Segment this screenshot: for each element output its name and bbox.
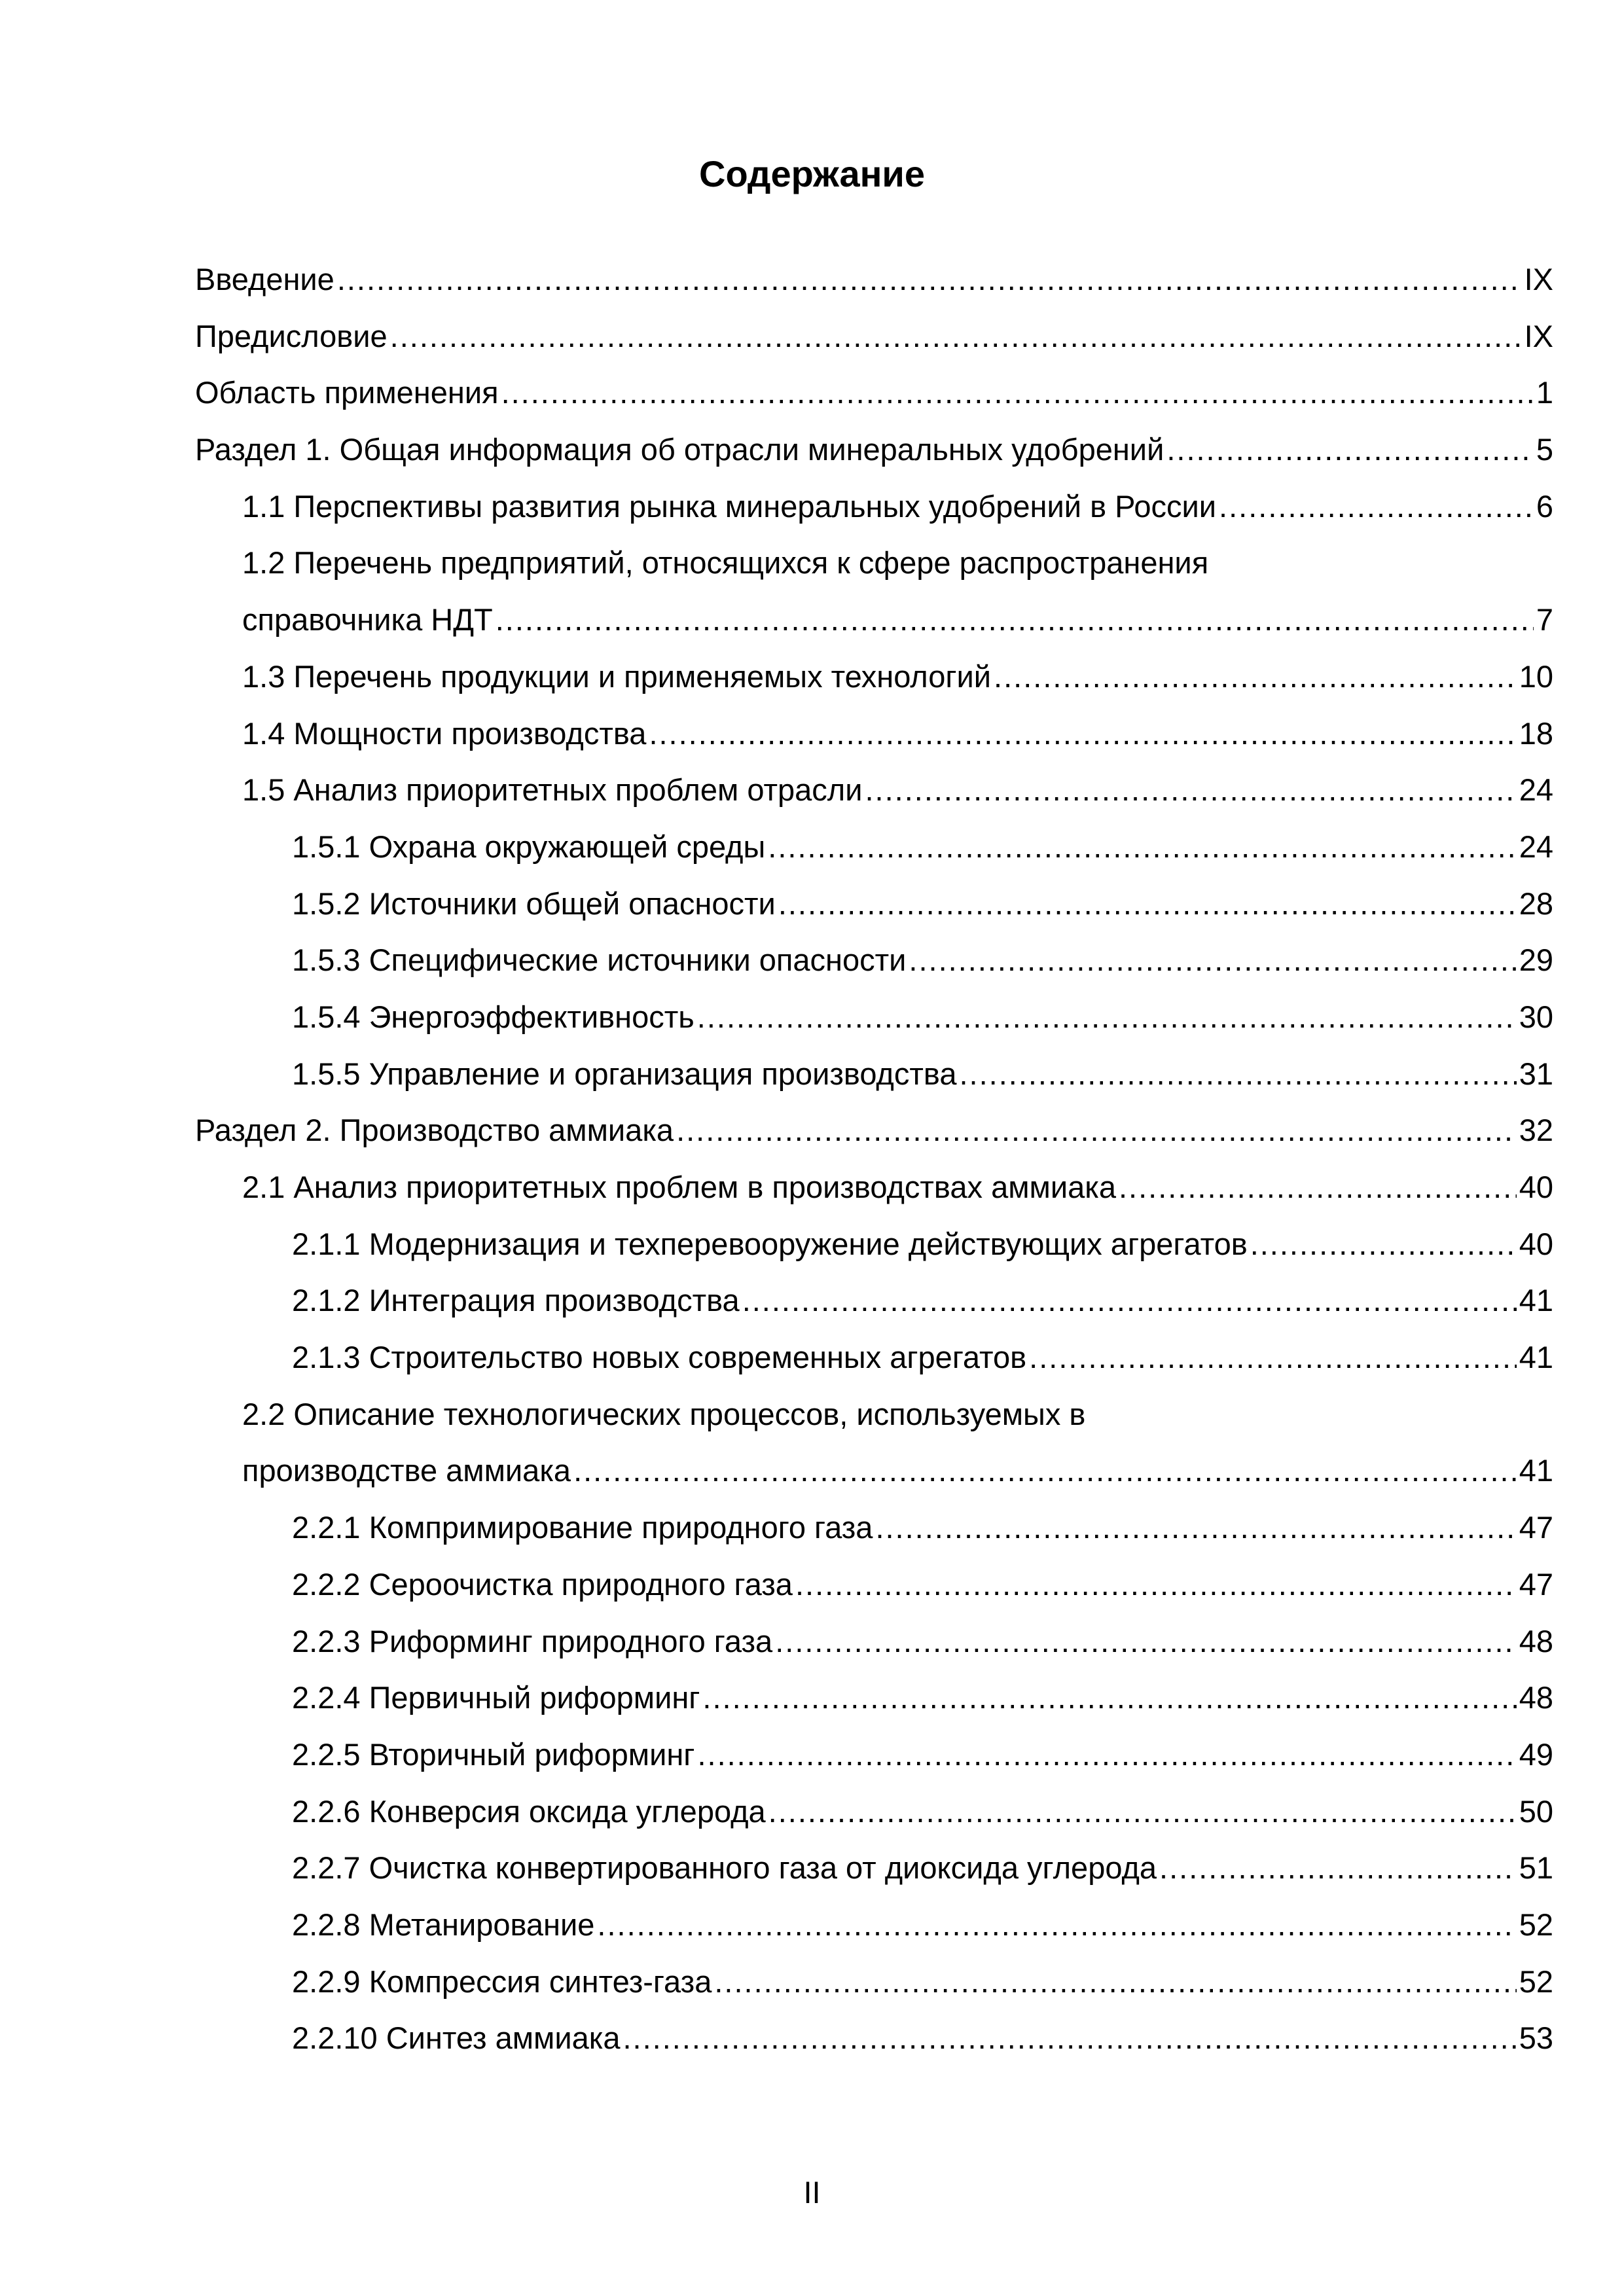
toc-entry-text: 2.2.8 Метанирование (292, 1897, 597, 1954)
toc-dot-leader (875, 1499, 1516, 1556)
toc-entry-page: 50 (1519, 1793, 1553, 1829)
toc-entry-text: 2.2.4 Первичный риформинг (292, 1670, 702, 1727)
toc-entry-page: 53 (1519, 2020, 1553, 2056)
toc-entry[interactable] (195, 706, 1553, 762)
toc-entry[interactable] (195, 1102, 1553, 1159)
toc-entry-page: 41 (1519, 1453, 1553, 1488)
toc-dot-leader (337, 251, 1522, 308)
toc-entry-page: 41 (1519, 1340, 1553, 1375)
table-of-contents (195, 251, 1553, 2067)
toc-entry-text: 1.2 Перечень предприятий, относящихся к сфере распространения (242, 545, 1209, 581)
toc-entry-text: 1.5.2 Источники общей опасности (292, 876, 778, 933)
toc-entry[interactable] (195, 1159, 1553, 1216)
toc-dot-leader (795, 1556, 1517, 1613)
toc-entry[interactable] (195, 1329, 1553, 1386)
toc-entry[interactable] (195, 876, 1553, 933)
toc-entry[interactable] (195, 762, 1553, 819)
toc-entry[interactable] (195, 1272, 1553, 1329)
toc-entry[interactable] (195, 819, 1553, 876)
toc-entry-text: 2.2.5 Вторичный риформинг (292, 1727, 697, 1784)
toc-entry-text: производстве аммиака (242, 1443, 573, 1499)
toc-entry[interactable] (195, 1613, 1553, 1670)
toc-entry-page: 49 (1519, 1736, 1553, 1772)
toc-dot-leader (959, 1046, 1516, 1103)
toc-entry-page: 5 (1536, 432, 1553, 467)
toc-dot-leader (1119, 1159, 1517, 1216)
toc-entry-page: 29 (1519, 942, 1553, 978)
toc-entry-text: 1.5.5 Управление и организация производства (292, 1046, 959, 1103)
toc-entry-page: 7 (1536, 602, 1553, 637)
toc-entry[interactable] (195, 1954, 1553, 2011)
toc-entry-text: 2.2.7 Очистка конвертированного газа от диоксида углерода (292, 1840, 1159, 1897)
toc-entry-page: 48 (1519, 1623, 1553, 1659)
toc-entry-text: Раздел 1. Общая информация об отрасли минеральных удобрений (195, 422, 1166, 478)
toc-entry-page: 40 (1519, 1226, 1553, 1261)
toc-dot-leader (775, 1613, 1517, 1670)
toc-entry[interactable] (195, 649, 1553, 706)
toc-entry-page: 18 (1519, 715, 1553, 751)
toc-dot-leader (702, 1670, 1516, 1727)
toc-dot-leader (1029, 1329, 1517, 1386)
toc-entry-text: 2.2.2 Сероочистка природного газа (292, 1556, 795, 1613)
toc-dot-leader (778, 876, 1517, 933)
toc-entry-page: 47 (1519, 1510, 1553, 1545)
toc-dot-leader (597, 1897, 1516, 1954)
toc-entry[interactable] (195, 1897, 1553, 1954)
toc-entry[interactable] (195, 365, 1553, 422)
toc-entry-text: 2.2.1 Компримирование природного газа (292, 1499, 875, 1556)
toc-entry[interactable] (195, 989, 1553, 1046)
toc-entry-text: 2.2.6 Конверсия оксида углерода (292, 1784, 768, 1840)
page-number: II (803, 2175, 821, 2210)
toc-entry-page: 32 (1519, 1113, 1553, 1148)
toc-entry[interactable] (195, 1499, 1553, 1556)
toc-entry[interactable] (195, 308, 1553, 365)
toc-entry-page: 6 (1536, 488, 1553, 524)
toc-entry-page: 52 (1519, 1907, 1553, 1942)
toc-entry-page: 1 (1536, 375, 1553, 410)
toc-entry-text: Область применения (195, 365, 501, 422)
toc-entry-text: 2.2.9 Компрессия синтез-газа (292, 1954, 714, 2011)
toc-dot-leader (1250, 1216, 1517, 1273)
toc-dot-leader (697, 1727, 1516, 1784)
toc-entry-page: 40 (1519, 1170, 1553, 1204)
toc-dot-leader (742, 1272, 1517, 1329)
toc-dot-leader (714, 1954, 1516, 2011)
toc-entry-page: 28 (1519, 886, 1553, 921)
toc-dot-leader (501, 365, 1534, 422)
toc-entry-page: 30 (1519, 999, 1553, 1034)
toc-entry-first-line (195, 535, 1553, 592)
toc-dot-leader (649, 706, 1516, 762)
toc-dot-leader (994, 649, 1517, 706)
toc-entry[interactable] (195, 251, 1553, 308)
toc-dot-leader (496, 592, 1534, 649)
toc-entry-text: 1.1 Перспективы развития рынка минеральных удобрений в России (242, 478, 1219, 535)
toc-entry-text: Раздел 2. Производство аммиака (195, 1102, 676, 1159)
toc-entry-text: Введение (195, 251, 337, 308)
toc-dot-leader (865, 762, 1516, 819)
toc-entry-page: 47 (1519, 1566, 1553, 1602)
toc-dot-leader (390, 308, 1522, 365)
toc-entry-page: 31 (1519, 1056, 1553, 1091)
toc-entry-text: справочника НДТ (242, 592, 496, 649)
toc-entry-page: 41 (1519, 1283, 1553, 1318)
toc-dot-leader (697, 989, 1517, 1046)
toc-entry[interactable] (195, 478, 1553, 535)
toc-entry-first-line (195, 1386, 1553, 1443)
toc-entry[interactable] (195, 1046, 1553, 1103)
toc-entry-text: 1.4 Мощности производства (242, 706, 649, 762)
toc-entry-text: 1.5 Анализ приоритетных проблем отрасли (242, 762, 865, 819)
toc-entry-page: 10 (1519, 658, 1553, 694)
toc-dot-leader (1159, 1840, 1517, 1897)
toc-entry[interactable] (195, 1840, 1553, 1897)
toc-entry-text: 2.1.1 Модернизация и техперевооружение действующих агрегатов (292, 1216, 1250, 1273)
toc-entry-text: 1.5.4 Энергоэффективность (292, 989, 697, 1046)
toc-entry-page: 24 (1519, 829, 1553, 864)
toc-entry-text: 2.1.3 Строительство новых современных агрегатов (292, 1329, 1029, 1386)
toc-entry-page: 48 (1519, 1680, 1553, 1715)
toc-entry[interactable] (195, 1556, 1553, 1613)
toc-dot-leader (623, 2010, 1517, 2067)
toc-entry[interactable] (195, 1784, 1553, 1840)
toc-entry[interactable] (195, 1443, 1553, 1499)
toc-dot-leader (573, 1443, 1517, 1499)
toc-entry-page: 51 (1519, 1850, 1553, 1886)
toc-entry-text: 2.2 Описание технологических процессов, используемых в (242, 1396, 1086, 1431)
toc-entry-text: 1.5.1 Охрана окружающей среды (292, 819, 768, 876)
toc-dot-leader (768, 1784, 1517, 1840)
toc-dot-leader (1166, 422, 1534, 478)
toc-entry[interactable] (195, 932, 1553, 989)
toc-entry-page: 52 (1519, 1964, 1553, 1999)
toc-entry-text: Предисловие (195, 308, 390, 365)
page-title: Содержание (699, 153, 925, 194)
toc-entry[interactable] (195, 1727, 1553, 1784)
toc-entry-text: 2.1 Анализ приоритетных проблем в производствах аммиака (242, 1159, 1119, 1216)
toc-entry-text: 2.1.2 Интеграция производства (292, 1272, 742, 1329)
toc-entry-text: 2.2.3 Риформинг природного газа (292, 1613, 775, 1670)
toc-dot-leader (909, 932, 1516, 989)
toc-entry[interactable] (195, 2010, 1553, 2067)
toc-entry-text: 1.5.3 Специфические источники опасности (292, 932, 909, 989)
toc-entry-page: IX (1524, 262, 1553, 296)
toc-entry-text: 2.2.10 Синтез аммиака (292, 2010, 623, 2067)
toc-entry-text: 1.3 Перечень продукции и применяемых технологий (242, 649, 994, 706)
toc-entry[interactable] (195, 1216, 1553, 1273)
toc-entry[interactable] (195, 422, 1553, 478)
toc-dot-leader (676, 1102, 1517, 1159)
toc-entry[interactable] (195, 1670, 1553, 1727)
toc-dot-leader (1219, 478, 1534, 535)
toc-entry-page: 24 (1519, 772, 1553, 808)
toc-entry-page: IX (1524, 318, 1553, 353)
toc-dot-leader (768, 819, 1516, 876)
toc-entry[interactable] (195, 592, 1553, 649)
